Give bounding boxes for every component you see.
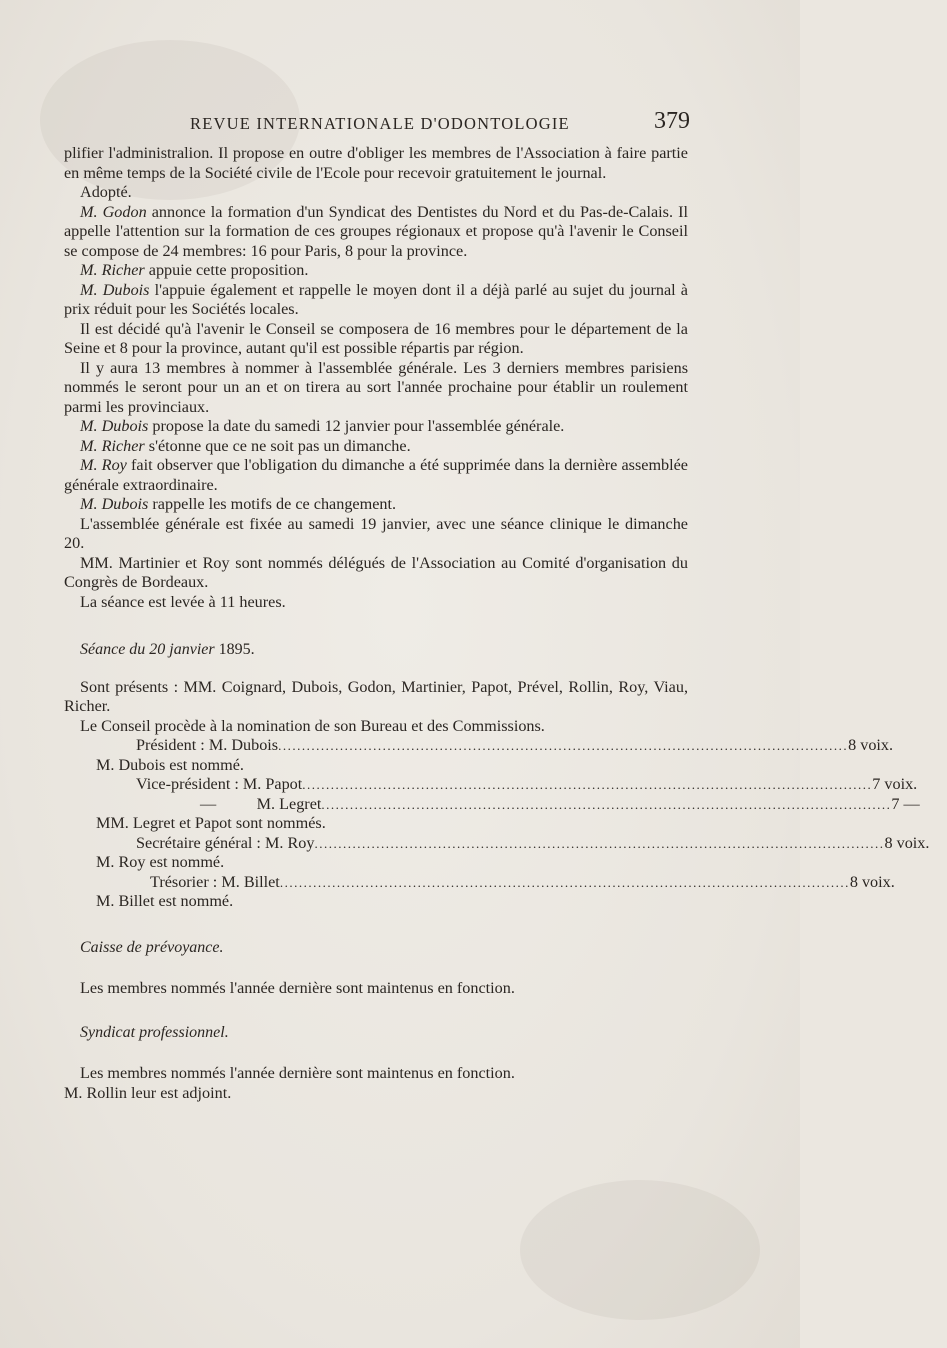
paragraph: [64, 183, 688, 203]
speaker-name: M. Godon: [80, 202, 147, 221]
paragraph-text: Il y aura 13 membres à nommer à l'assemblée générale. Les 3 derniers membres parisiens nommés le seront pour un an et on tirera au sort l'année prochaine pour établir un roulement parmi les provinciaux.: [64, 358, 688, 416]
paragraph-text: M. Rollin leur est adjoint.: [64, 1083, 232, 1102]
paragraph: [64, 203, 688, 262]
running-title: REVUE INTERNATIONALE D'ODONTOLOGIE: [190, 114, 570, 133]
paragraph-text: propose la date du samedi 12 janvier pour l'assemblée générale.: [148, 417, 565, 435]
text-body: [64, 144, 930, 1103]
paragraph: [64, 1064, 688, 1084]
dot-leader: ........................................................................................................................: [314, 835, 885, 851]
vote-count: 8 voix.: [848, 736, 894, 754]
paragraph-text: Les membres nommés l'année dernière sont maintenus en fonction.: [80, 979, 515, 997]
speaker-name: M. Richer: [80, 436, 145, 455]
paragraph: [64, 515, 688, 554]
election-result: M. Roy est nommé.: [96, 853, 225, 871]
paragraph: [64, 456, 688, 495]
page-number: 379: [654, 108, 690, 134]
vote-count: 7 voix.: [872, 775, 918, 793]
section-title: [64, 612, 688, 678]
paragraph: [64, 554, 688, 593]
speaker-name: M. Richer: [80, 261, 145, 279]
paragraph: [64, 717, 688, 737]
paragraph: [64, 320, 688, 359]
election-result: MM. Legret et Papot sont nommés.: [96, 814, 326, 832]
speaker-name: M. Dubois: [80, 417, 149, 435]
paragraph: [64, 261, 688, 281]
paragraph: [64, 417, 688, 437]
paragraph-text: annonce la formation d'un Syndicat des Dentistes du Nord et du Pas-de-Calais. Il appelle l'attention sur la formation de ces groupes régionaux et propose qu'à l'avenir le Conseil se compose de 24 membres: 16 pour Paris, 8 pour la province.: [64, 202, 688, 260]
section-title-text: Caisse de prévoyance.: [80, 938, 224, 956]
vote-count: 8 voix.: [849, 872, 895, 891]
section-title-year: 1895.: [214, 641, 255, 658]
vote-row: [64, 736, 894, 756]
section-title: [64, 912, 688, 980]
dot-leader: ........................................................................................................................: [302, 777, 873, 792]
vote-row: [64, 833, 930, 854]
vote-label: Secrétaire général : M. Roy: [136, 833, 315, 852]
paragraph-text: l'appuie également et rappelle le moyen dont il a déjà parlé au sujet du journal à prix réduit pour les Sociétés locales.: [64, 280, 688, 318]
paragraph-text: plifier l'administralion. Il propose en outre d'obliger les membres de l'Association à faire partie en même temps de la Société civile de l'Ecole pour recevoir gratuitement le journal.: [64, 144, 688, 182]
paragraph-text: Sont présents : MM. Coignard, Dubois, Godon, Martinier, Papot, Prével, Rollin, Roy, Viau, Richer.: [64, 677, 688, 715]
speaker-name: M. Dubois: [80, 280, 150, 299]
vote-row: [64, 872, 895, 893]
election-result: M. Dubois est nommé.: [96, 755, 244, 774]
dot-leader: ........................................................................................................................: [321, 796, 892, 812]
speaker-name: M. Roy: [80, 456, 127, 474]
paragraph-text: Il est décidé qu'à l'avenir le Conseil se composera de 16 membres pour le département de la Seine et 8 pour la province, autant qu'il est possible répartis par région.: [64, 319, 688, 357]
vote-label: — M. Legret: [200, 794, 322, 813]
paragraph-text: L'assemblée générale est fixée au samedi 19 janvier, avec une séance clinique le dimanche 20.: [64, 514, 688, 552]
section-title-text: Syndicat professionnel.: [80, 1023, 229, 1041]
vote-count: 7 —: [891, 794, 920, 813]
paragraph: [64, 495, 688, 515]
paragraph: [64, 144, 688, 183]
dot-leader: ........................................................................................................................: [278, 738, 849, 753]
speaker-name: M. Dubois: [80, 495, 149, 513]
paragraph: [64, 359, 688, 418]
paragraph-text: Adopté.: [80, 183, 132, 201]
vote-label: Trésorier : M. Billet: [150, 872, 280, 891]
paragraph-text: La séance est levée à 11 heures.: [80, 592, 286, 611]
vote-count: 8 voix.: [884, 833, 930, 852]
paragraph-text: Le Conseil procède à la nomination de son Bureau et des Commissions.: [80, 716, 545, 735]
paragraph-text: Les membres nommés l'année dernière sont maintenus en fonction.: [80, 1064, 515, 1082]
paragraph-text: rappelle les motifs de ce changement.: [148, 495, 397, 513]
section-title: [64, 999, 688, 1065]
paragraph-text: appuie cette proposition.: [144, 261, 309, 279]
paragraph: [64, 678, 688, 717]
paper-stain: [520, 1180, 760, 1320]
vote-label: Vice-président : M. Papot: [136, 775, 303, 793]
paragraph-text: MM. Martinier et Roy sont nommés délégués de l'Association au Comité d'organisation du Congrès de Bordeaux.: [64, 553, 688, 591]
dot-leader: ........................................................................................................................: [279, 874, 850, 890]
section-title-text: Séance du 20 janvier: [80, 641, 215, 658]
vote-row: [64, 794, 920, 815]
paragraph-text: fait observer que l'obligation du dimanche a été supprimée dans la dernière assemblée générale extraordinaire.: [64, 456, 688, 494]
paragraph: [64, 593, 688, 613]
paragraph: [64, 281, 688, 320]
paragraph: [64, 1084, 688, 1104]
paragraph: [64, 437, 688, 457]
vote-label: Président : M. Dubois: [136, 736, 279, 754]
vote-row: [64, 775, 918, 795]
election-result: M. Billet est nommé.: [96, 892, 234, 910]
paragraph: [64, 979, 688, 999]
page-header: [0, 106, 800, 136]
paragraph-text: s'étonne que ce ne soit pas un dimanche.: [144, 436, 411, 455]
